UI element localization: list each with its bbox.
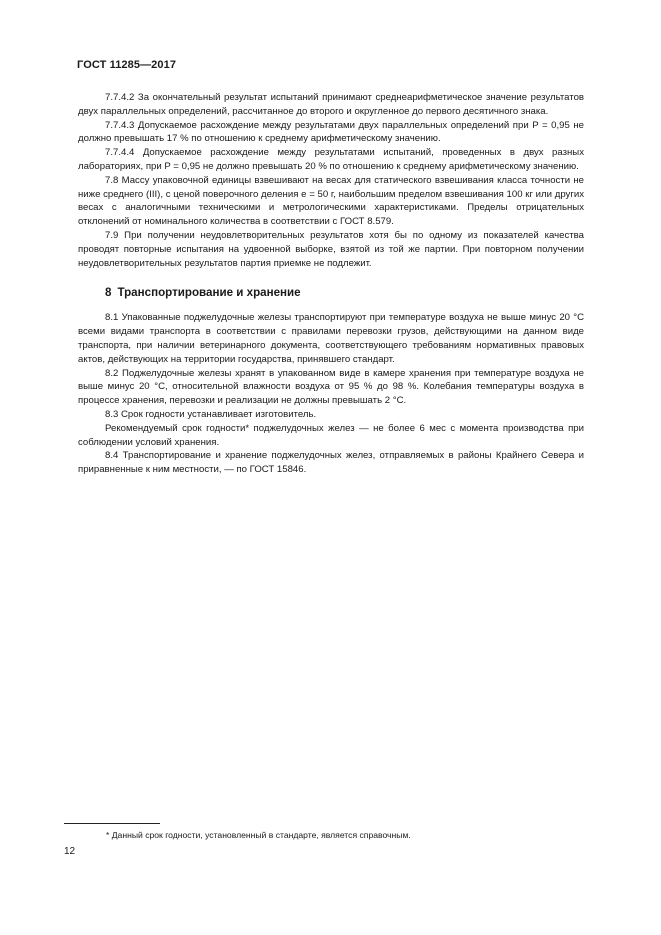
paragraph-7-7-4-4: 7.7.4.4 Допускаемое расхождение между результатами испытаний, проведенных в двух разных лабораториях, при P = 0,95 не должно превышать 20 % по отношению к среднему арифметическому значению. [78,147,584,172]
section-title: Транспортирование и хранение [117,286,301,300]
paragraph-7-7-4-3: 7.7.4.3 Допускаемое расхождение между результатами двух параллельных определений при P = 0,95 не должно превышать 17 % по отношению к среднему арифметическому значению. [78,119,584,145]
document-body [78,91,584,477]
paragraph-8-3: 8.3 Срок годности устанавливает изготовитель. [105,408,317,420]
section-number: 8 [105,286,112,300]
footnote: * Данный срок годности, установленный в стандарте, является справочным. [106,830,411,840]
paragraph-7-8: 7.8 Массу упаковочной единицы взвешивают на весах для статического взвешивания класса точности не ниже среднего (III), с ценой поверочного деления e = 50 г, наибольшим пределом взвешивания 100 кг или других весах с аналогичными техническими и метрологическими характеристиками. Пределы отрицательных отклонений от номинального количества в соответствии с ГОСТ 8.579. [78,174,584,228]
paragraph-7-7-4-2: 7.7.4.2 За окончательный результат испытаний принимают среднеарифметическое значение результатов двух параллельных определений, рассчитанное до второго и округленное до первого десятичного знака. [78,92,584,117]
paragraph-shelf-life: Рекомендуемый срок годности* поджелудочных желез — не более 6 мес с момента производства при соблюдении условий хранения. [78,422,584,448]
section-heading [78,285,584,301]
footnote-divider [64,823,160,824]
paragraph-8-1: 8.1 Упакованные поджелудочные железы транспортируют при температуре воздуха не выше минус 20 °С всеми видами транспорта в соответствии с правилами перевозки грузов, действующими на данном виде транспорта, при наличии ветеринарного документа, соответствующего требованиям нормативных правовых актов, действующих на территории государства, принявшего стандарт. [78,312,584,365]
document-code-header: ГОСТ 11285—2017 [77,59,177,71]
page-number: 12 [64,846,76,857]
paragraph-8-2: 8.2 Поджелудочные железы хранят в упакованном виде в камере хранения при температуре воздуха не выше минус 20 °С, относительной влажности воздуха от 95 % до 98 %. Колебания температуры воздуха в процессе хранения, перевозки и реализации не должны превышать 2 °С. [78,367,584,407]
paragraph-7-9: 7.9 При получении неудовлетворительных результатов хотя бы по одному из показателей качества проводят повторные испытания на удвоенной выборке, взятой из той же партии. При повторном получении неудовлетворительных результатов партия приемке не подлежит. [78,229,584,269]
paragraph-8-4: 8.4 Транспортирование и хранение поджелудочных желез, отправляемых в районы Крайнего Севера и приравненные к ним местности, — по ГОСТ 15846. [78,450,584,476]
